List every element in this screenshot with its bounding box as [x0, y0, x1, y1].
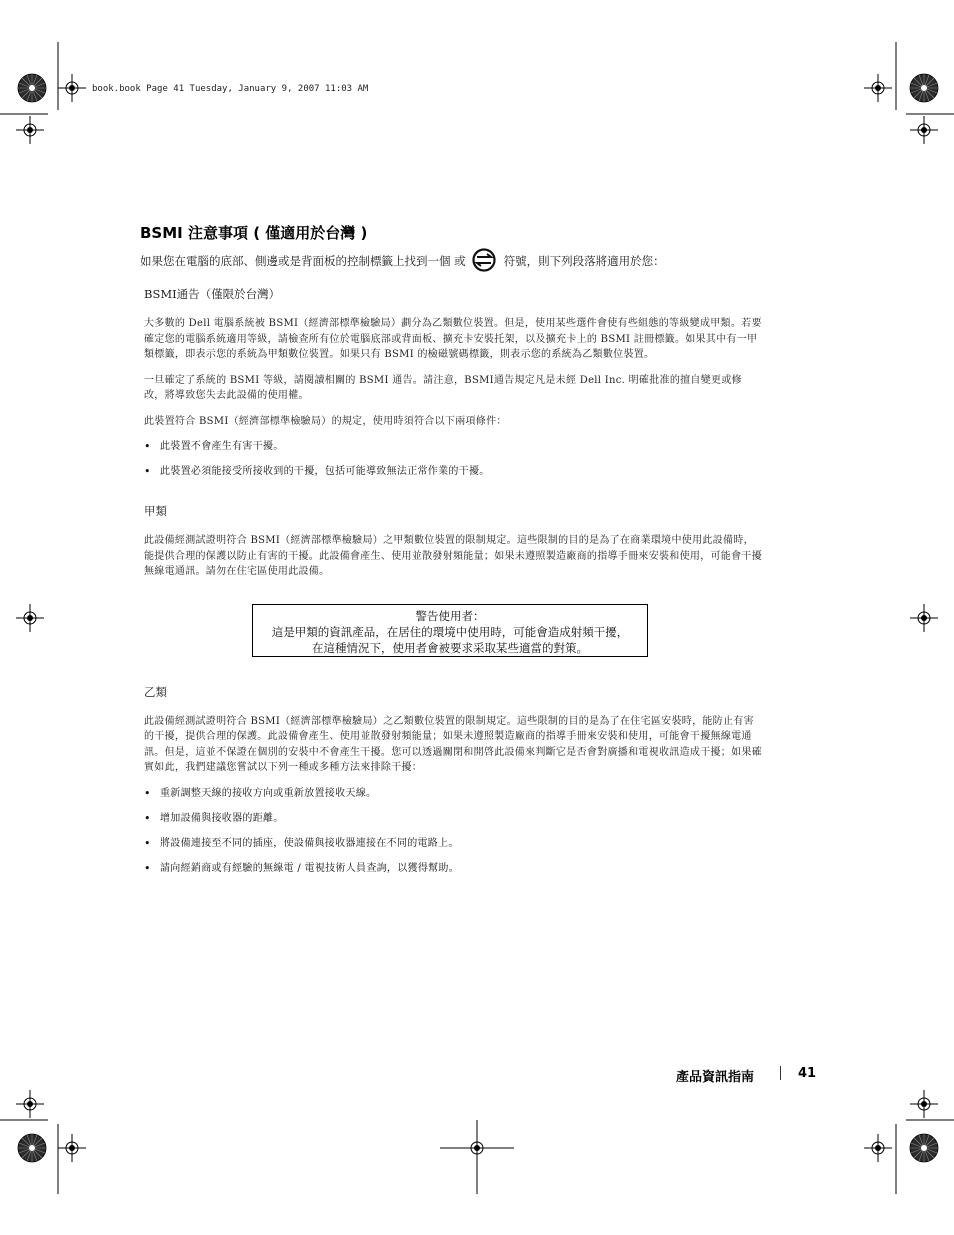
list-item: • 此裝置必須能接受所接收到的干擾，包括可能導致無法正常作業的干擾。	[144, 464, 762, 479]
warning-line-3: 在這種情況下，使用者會被要求采取某些適當的對策。	[312, 641, 588, 655]
bsmi-notice	[144, 286, 762, 886]
list-item: • 請向經銷商或有經驗的無線電 / 電視技術人員查詢，以獲得幫助。	[144, 861, 762, 876]
registration-crosshair-icon	[58, 74, 86, 102]
notice-paragraph-2: 一旦確定了系統的 BSMI 等級，請閱讀相關的 BSMI 通告。請注意，BSMI通告規定凡是未經 Dell Inc. 明確批准的擅自變更或修改，將導致您失去此設備的使用權。	[144, 374, 742, 401]
conditions-list	[144, 439, 762, 479]
list-item: • 重新調整天線的接收方向或重新放置接收天線。	[144, 786, 762, 801]
footer-divider	[780, 1066, 781, 1080]
registration-sunburst-icon	[910, 1134, 938, 1162]
registration-crosshair-icon	[864, 1134, 892, 1162]
page-number: 41	[798, 1066, 817, 1081]
registration-crosshair-icon	[910, 116, 938, 144]
intro-after: 符號，則下列段落將適用於您：	[503, 254, 665, 268]
list-item: • 將設備連接至不同的插座，使設備與接收器連接在不同的電路上。	[144, 836, 762, 851]
list-item: • 增加設備與接收器的距離。	[144, 811, 762, 826]
warning-line-2: 這是甲類的資訊產品，在居住的環境中使用時，可能會造成射頻干擾，	[271, 625, 629, 639]
warning-line-1: 警告使用者：	[415, 609, 485, 623]
registration-crosshair-icon	[58, 1134, 86, 1162]
registration-crosshair-icon	[910, 1090, 938, 1118]
warning-box	[252, 604, 648, 657]
notice-paragraph-1: 大多數的 Dell 電腦系統被 BSMI（經濟部標準檢驗局）劃分為乙類數位裝置。但是，使用某些選件會使有些組態的等級變成甲類。若要確定您的電腦系統適用等級，請檢查所有位於電腦底部或背面板、擴充卡安裝托架，以及擴充卡上的 BSMI 註冊標籤。如果其中有一甲類標籤，即表示您的系統為甲類數位裝置。如果只有 BSMI 的檢磁號碼標籤，則表示您的系統為乙類數位裝置。	[144, 318, 762, 360]
registration-sunburst-icon	[910, 74, 938, 102]
footer-title: 產品資訊指南	[676, 1070, 755, 1085]
registration-crosshair-icon	[16, 1090, 44, 1118]
notice-paragraph-3: 此裝置符合 BSMI（經濟部標準檢驗局）的規定，使用時須符合以下兩項條件：	[144, 415, 507, 427]
registration-crosshair-icon	[910, 604, 938, 632]
registration-sunburst-icon	[18, 74, 46, 102]
remedy-list	[144, 786, 762, 876]
print-header: book.book Page 41 Tuesday, January 9, 2007 11:03 AM	[92, 84, 369, 94]
notice-heading: BSMI通告（僅限於台灣）	[144, 287, 281, 301]
section-title: BSMI 注意事項 ( 僅適用於台灣 )	[140, 224, 368, 242]
registration-sunburst-icon	[18, 1134, 46, 1162]
registration-crosshair-icon	[16, 604, 44, 632]
class-a-paragraph: 此設備經測試證明符合 BSMI（經濟部標準檢驗局）之甲類數位裝置的限制規定。這些限制的目的是為了在商業環境中使用此設備時，能提供合理的保護以防止有害的干擾。此設備會產生、使用並散發射頻能量；如果未遵照製造廠商的指導手冊來安裝和使用，可能會干擾無線電通訊。請勿在住宅區使用此設備。	[144, 535, 762, 577]
intro-text	[140, 248, 665, 275]
registration-crosshair-icon	[864, 74, 892, 102]
bsmi-symbol-icon	[472, 248, 496, 275]
class-b-heading: 乙類	[144, 684, 167, 699]
registration-crosshair-icon	[16, 116, 44, 144]
class-a-heading: 甲類	[144, 504, 167, 518]
list-item: • 此裝置不會產生有害干擾。	[144, 439, 762, 454]
intro-before: 如果您在電腦的底部、側邊或是背面板的控制標籤上找到一個 或	[140, 254, 466, 268]
class-b-paragraph: 此設備經測試證明符合 BSMI（經濟部標準檢驗局）之乙類數位裝置的限制規定。這些限制的目的是為了在住宅區安裝時，能防止有害的干擾，提供合理的保護。此設備會產生、使用並散發射頻能量；如果未遵照製造廠商的指導手冊來安裝和使用，可能會干擾無線電通訊。但是，這並不保證在個別的安裝中不會產生干擾。您可以透過關閉和開啓此設備來判斷它是否會對廣播和電視收訊造成干擾；如果確實如此，我們建議您嘗試以下列一種或多種方法來排除干擾：	[144, 715, 762, 773]
